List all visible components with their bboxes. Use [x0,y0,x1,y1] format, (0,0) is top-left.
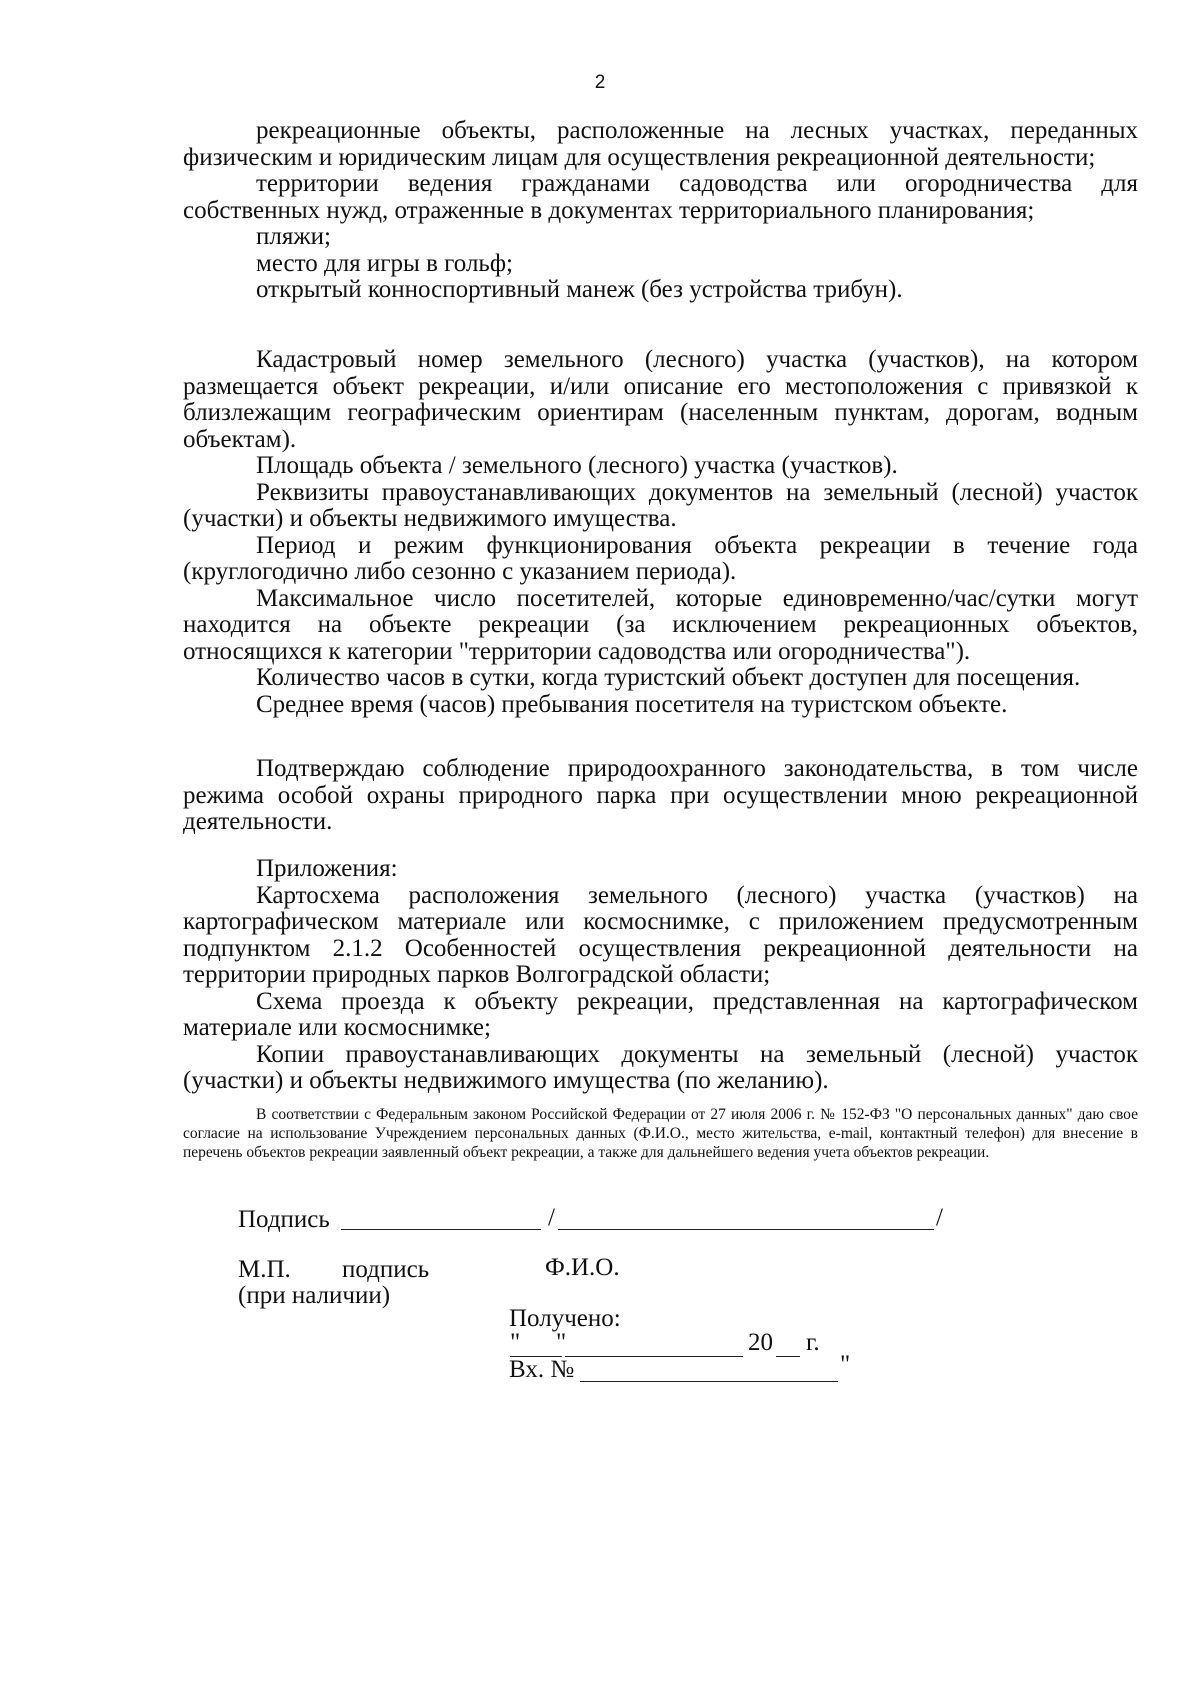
field-description: Максимальное число посетителей, которые единовременно/час/сутки могут находится на объекте рекреации (за исключением рекреационных объектов, относящихся к категории "территории садоводства или огородничества"). [183,584,1138,665]
confirmation [183,756,1138,836]
year-suffix: г. [806,1329,820,1356]
personal-data-consent [183,1105,1138,1162]
field-description: Кадастровый номер земельного (лесного) участка (участков), на котором размещается объект рекреации, и/или описание его местоположения с привязкой к близлежащим географическим ориентирам (населенным пунктам, дорогам, водным объектам). [183,346,1138,453]
attachments-heading: Приложения: [256,855,398,882]
field-description: Среднее время (часов) пребывания посетителя на туристском объекте. [256,690,1008,718]
stamp-label: М.П. [238,1256,291,1283]
field-description: Период и режим функционирования объекта рекреации в течение года (круглогодично либо сезонно с указанием периода). [183,531,1138,585]
fio-line[interactable] [558,1229,934,1230]
list-item: рекреационные объекты, расположенные на лесных участках, переданных физическим и юридическим лицам для осуществления рекреационной деятельности; [183,117,1138,171]
page-number: 2 [594,72,606,93]
sign-caption: подпись [342,1256,430,1283]
attachment-item: Картосхема расположения земельного (лесного) участка (участков) на картографическом материале или космоснимке, с приложением предусмотренным подпунктом 2.1.2 Особенностей осуществления рекреационной деятельности на территории природных парков Волгоградской области; [183,881,1138,988]
incoming-number-line[interactable] [580,1381,838,1382]
attachment-item: Схема проезда к объекту рекреации, представленная на картографическом материале или космоснимке; [183,987,1138,1041]
required-fields [183,347,1138,718]
date-quote-close: " [556,1329,567,1356]
year-line[interactable] [776,1356,800,1357]
confirmation-text: Подтверждаю соблюдение природоохранного законодательства, в том числе режима особой охраны природного парка при осуществлении мною рекреационной деятельности. [183,755,1138,835]
attachment-item: Копии правоустанавливающих документы на земельный (лесной) участок (участки) и объекты недвижимого имущества (по желанию). [183,1040,1138,1094]
fio-caption: Ф.И.О. [545,1254,620,1281]
field-description: Количество часов в сутки, когда туристский объект доступен для посещения. [256,664,1081,691]
consent-text: В соответствии с Федеральным законом Российской Федерации от 27 июля 2006 г. № 152-ФЗ "О персональных данных" даю свое согласие на использование Учреждением персональных данных (Ф.И.О., место жительства, e-mail, контактный телефон) для внесение в перечень объектов рекреации заявленный объект рекреации, а также для дальнейшего ведения учета объектов рекреации. [183,1106,1138,1161]
list-item: пляжи; [256,223,331,250]
field-description: Реквизиты правоустанавливающих документов на земельный (лесной) участок (участки) и объекты недвижимого имущества. [183,478,1138,532]
list-item: открытый конноспортивный манеж (без устройства трибун). [256,276,903,303]
attachments [183,856,1138,1095]
signature-slash-end: / [936,1204,943,1231]
year-prefix: 20 [748,1329,773,1356]
list-item: территории ведения гражданами садоводства или огородничества для собственных нужд, отраженные в документах территориального планирования; [183,170,1138,224]
date-quote-open: " [510,1329,521,1356]
list-item: место для игры в гольф; [256,249,513,277]
signature-line[interactable] [341,1229,541,1230]
recreation-objects-list [183,118,1138,304]
signature-label: Подпись [238,1206,330,1233]
received-label: Получено: [509,1305,621,1332]
month-line[interactable] [565,1356,743,1357]
incoming-quote: " [840,1351,851,1378]
field-description: Площадь объекта / земельного (лесного) участка (участков). [256,452,898,479]
incoming-number-label: Вх. № [509,1356,575,1383]
stamp-note: (при наличии) [238,1282,391,1309]
signature-slash: / [548,1204,555,1231]
